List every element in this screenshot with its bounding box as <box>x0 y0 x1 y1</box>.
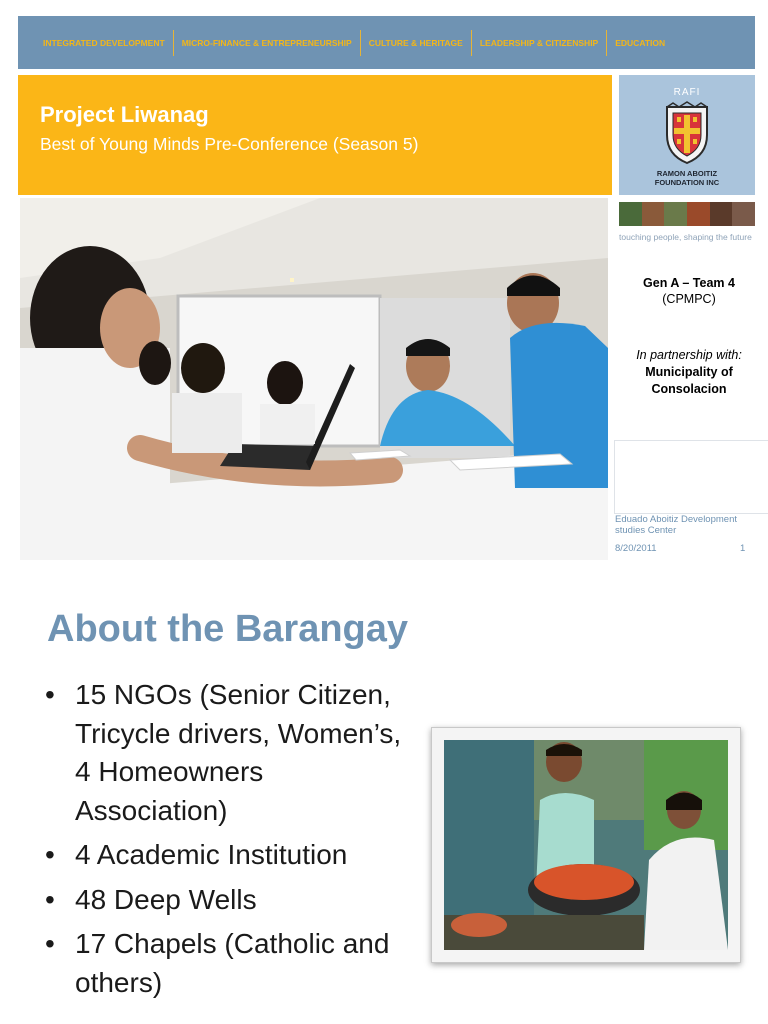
strip-photo-4 <box>687 202 710 226</box>
title-banner <box>18 75 612 195</box>
partner-name-line-2: Consolacion <box>651 382 727 396</box>
strip-photo-2 <box>642 202 665 226</box>
nav-item-culture-heritage: CULTURE & HERITAGE <box>360 30 471 56</box>
bullet-list <box>45 676 405 1008</box>
footer-center-name <box>615 514 765 536</box>
empty-placeholder-box <box>614 440 768 514</box>
photo-strip <box>619 202 755 226</box>
project-title: Project Liwanag <box>40 102 209 127</box>
center-line-2: studies Center <box>615 525 677 536</box>
logo-acronym: RAFI <box>673 87 701 98</box>
bullet-dot-icon: • <box>45 883 55 915</box>
nav-item-education: EDUCATION <box>606 30 673 56</box>
bullet-dot-icon: • <box>45 679 55 710</box>
partner-info <box>610 347 768 398</box>
tagline: touching people, shaping the future <box>619 232 752 242</box>
logo-name-line-1: RAMON ABOITIZ <box>656 169 718 178</box>
rafi-logo <box>619 75 755 195</box>
framed-photo <box>431 727 741 963</box>
cooking-photo-illustration <box>444 740 728 950</box>
bullet-item: • 17 Chapels (Catholic and others) <box>45 925 405 1002</box>
nav-item-micro-finance: MICRO-FINANCE & ENTREPRENEURSHIP <box>173 30 360 56</box>
bullet-dot-icon: • <box>45 839 55 870</box>
bullet-dot-icon: • <box>45 928 55 959</box>
women-cooking-photo <box>444 740 728 950</box>
team-name: Gen A – Team 4 <box>643 276 735 290</box>
shield-crest-icon <box>663 101 711 165</box>
strip-photo-6 <box>732 202 755 226</box>
footer-page-number: 1 <box>740 543 746 554</box>
footer-date: 8/20/2011 <box>615 543 657 554</box>
partner-label: In partnership with: <box>636 348 742 362</box>
category-nav-bar <box>18 16 755 69</box>
project-subtitle: Best of Young Minds Pre-Conference (Season 5) <box>40 134 419 154</box>
logo-name-line-2: FOUNDATION INC <box>654 178 720 187</box>
nav-item-integrated-development: INTEGRATED DEVELOPMENT <box>43 37 165 48</box>
strip-photo-5 <box>710 202 733 226</box>
partner-name-line-1: Municipality of <box>645 365 733 379</box>
team-org: (CPMPC) <box>662 292 716 306</box>
strip-photo-1 <box>619 202 642 226</box>
nav-item-leadership-citizenship: LEADERSHIP & CITIZENSHIP <box>471 30 606 56</box>
center-line-1: Eduado Aboitiz Development <box>615 514 737 525</box>
bullet-item: • 4 Academic Institution <box>45 836 405 875</box>
team-info <box>610 275 768 307</box>
strip-photo-3 <box>664 202 687 226</box>
logo-name <box>619 169 755 187</box>
meeting-photo-illustration <box>20 198 608 560</box>
team-meeting-photo <box>20 198 608 560</box>
slide-heading: About the Barangay <box>47 608 409 650</box>
bullet-item: • 48 Deep Wells <box>45 881 405 920</box>
bullet-item: • 15 NGOs (Senior Citizen, Tricycle drivers, Women’s, 4 Homeowners Association) <box>45 676 405 830</box>
